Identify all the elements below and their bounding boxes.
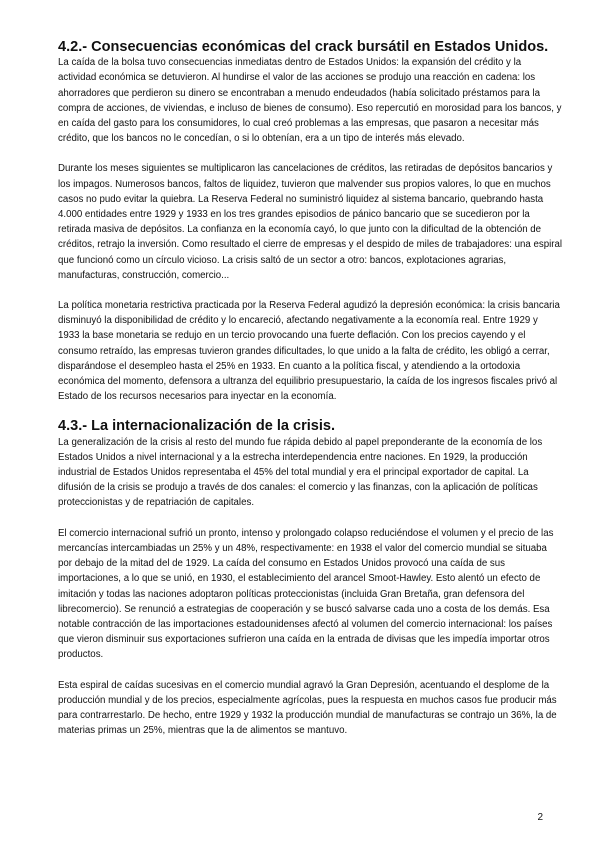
paragraph-gap [58, 663, 562, 678]
paragraph-gap [58, 404, 562, 419]
paragraph: La política monetaria restrictiva practicada por la Reserva Federal agudizó la depresión económica: la crisis bancaria disminuyó la disponibilidad de crédito y lo encareció, afectando negativamente a la economía real. Entre 1929 y 1933 la base monetaria se redujo en un tercio provocando una fuerte deflación. Con los precios cayendo y el consumo retraído, las empresas tuvieron grandes dificultades, lo que unido a la falta de crédito, les obligó a cerrar, disparándose el desempleo hasta el 25% en 1933. En cuanto a la política fiscal, y atendiendo a la ortodoxia económica del momento, defensora a ultranza del equilibrio presupuestario, la caída de los ingresos fiscales privó al Estado de los recursos necesarios para inyectar en la economía. [58, 300, 560, 403]
section-heading-4-2: 4.2.- Consecuencias económicas del crack bursátil en Estados Unidos. [58, 39, 549, 55]
paragraph-gap [58, 511, 562, 526]
paragraph: Esta espiral de caídas sucesivas en el comercio mundial agravó la Gran Depresión, acentuando el desplome de la producción mundial y de los precios, especialmente agrícolas, pues la respuesta en muchos casos fue producir más para contrarrestarlo. De hecho, entre 1929 y 1932 la producción mundial de manufacturas se contrajo un 36%, la de materias primas un 25%, mientras que la de alimentos se mantuvo. [58, 679, 557, 737]
paragraph: Durante los meses siguientes se multiplicaron las cancelaciones de créditos, las retiradas de depósitos bancarios y los impagos. Numerosos bancos, faltos de liquidez, tuvieron que malvender sus propios valores, lo que en muchos casos no pudo evitar la quiebra. La Reserva Federal no suministró liquidez al sistema bancario, quebrando hasta 4.000 entidades entre 1929 y 1933 en los tres grandes episodios de pánico bancario que se sucedieron por la retirada masiva de depósitos. La confianza en la economía cayó, lo que junto con la dificultad de la obtención de créditos, retrajo la inversión. Como resultado el cierre de empresas y el despido de miles de trabajadores: una espiral que funcionó como un círculo vicioso. La crisis saltó de un sector a otro: bancos, explotaciones agrarias, manufacturas, construcción, comercio... [58, 163, 563, 281]
paragraph: La caída de la bolsa tuvo consecuencias inmediatas dentro de Estados Unidos: la expansión del crédito y la actividad económica se detuvieron. Al hundirse el valor de las acciones se produjo una reacción en cadena: los ahorradores que perdieron su dinero se encontraban a menudo endeudados (había solicitado préstamos para la compra de acciones, de viviendas, e incluso de bienes de consumo). Eso repercutió en morosidad para los bancos, y en caída del gasto para los consumidores, lo cual creó problemas a las empresas, que pasaron a necesitar más crédito, que los bancos no le concedían, o si lo obtenían, era a un tipo de interés más elevado. [58, 57, 562, 145]
paragraph-gap [58, 283, 562, 298]
page-number: 2 [537, 812, 543, 823]
paragraph-gap [58, 146, 562, 161]
section-heading-4-3: 4.3.- La internacionalización de la crisis. [58, 418, 336, 435]
paragraph: La generalización de la crisis al resto del mundo fue rápida debido al papel preponderante de la economía de los Estados Unidos a nivel internacional y a la estrecha interdependencia entre naciones. En 1929, la producción industrial de Estados Unidos representaba el 45% del total mundial y era el principal exportador de capital. La difusión de la crisis se produjo a través de dos canales: el comercio y las finanzas, con la aplicación de políticas proteccionistas y de repatriación de capitales. [58, 436, 543, 509]
paragraph: El comercio internacional sufrió un pronto, intenso y prolongado colapso reduciéndose el volumen y el precio de las mercancías intercambiadas un 25% y un 48%, respectivamente: en 1938 el valor del comercio mundial se situaba por debajo de la mitad del de 1929. La caída del consumo en Estados Unidos provocó una caída de sus importaciones, a lo que se unió, en 1930, el establecimiento del arancel Smoot-Hawley. Esto alentó un efecto de imitación y todas las naciones adoptaron políticas proteccionistas (incluida Gran Bretaña, gran defensora del librecomercio). Se renunció a estrategias de cooperación y se buscó salvarse cada uno a costa de los demás. Esa notable contracción de las importaciones estadounidenses afectó al volumen del comercio internacional: los países que vieron disminuir sus exportaciones sufrieron una caída en la entrada de divisas que les impedía importar otros productos. [58, 527, 554, 661]
